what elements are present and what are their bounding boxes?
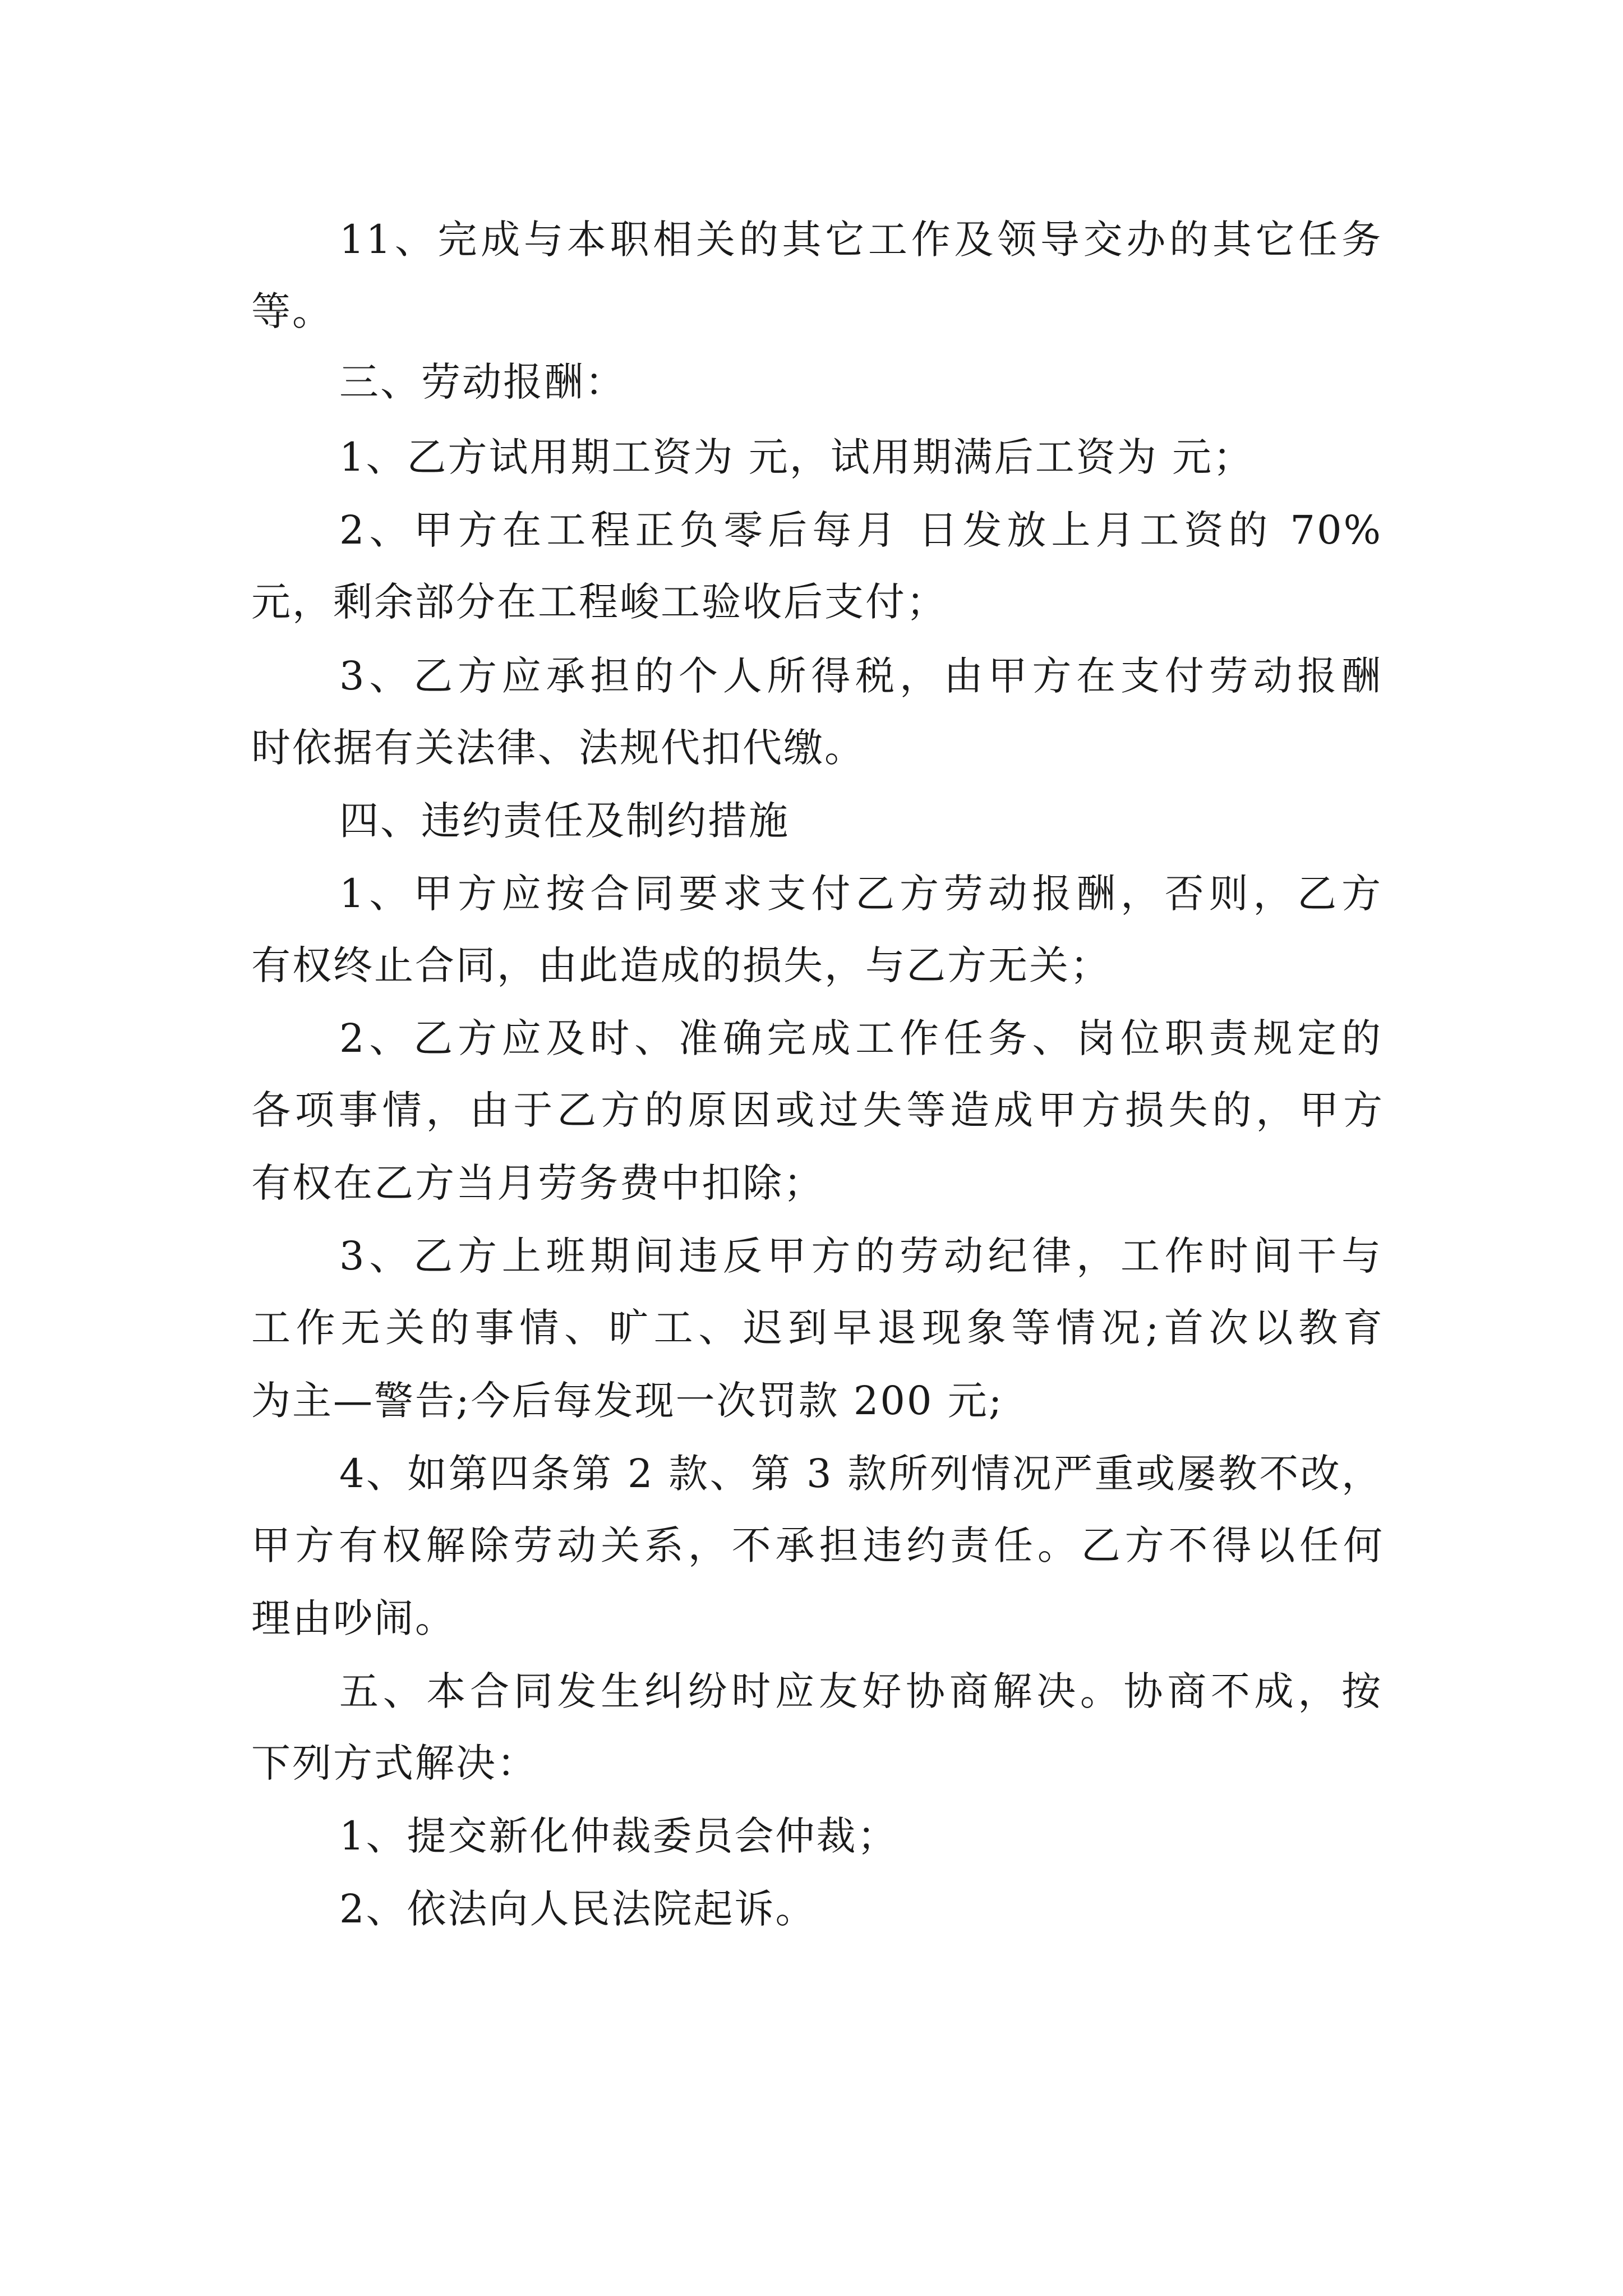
remuneration-clause-1: 1、乙方试用期工资为 元，试用期满后工资为 元； xyxy=(339,434,1255,480)
clause-3-11-line-2: 等。 xyxy=(251,288,333,334)
liability-clause-3-line-2: 工作无关的事情、旷工、迟到早退现象等情况;首次以教育 xyxy=(251,1305,1384,1351)
remuneration-clause-2-line-2: 元，剩余部分在工程峻工验收后支付； xyxy=(251,579,947,625)
remuneration-clause-3-line-1: 3、乙方应承担的个人所得税，由甲方在支付劳动报酬 xyxy=(339,653,1382,699)
liability-clause-2-line-1: 2、乙方应及时、准确完成工作任务、岗位职责规定的 xyxy=(339,1015,1382,1061)
remuneration-clause-2-line-1: 2、甲方在工程正负零后每月 日发放上月工资的 70% xyxy=(339,507,1382,553)
section-heading-liability: 四、违约责任及制约措施 xyxy=(339,798,790,844)
liability-clause-1-line-1: 1、甲方应按合同要求支付乙方劳动报酬，否则，乙方 xyxy=(339,871,1382,917)
liability-clause-4-line-3: 理由吵闹。 xyxy=(251,1595,456,1641)
liability-clause-3-line-1: 3、乙方上班期间违反甲方的劳动纪律，工作时间干与 xyxy=(339,1233,1382,1279)
section-heading-remuneration: 三、劳动报酬： xyxy=(339,359,626,405)
dispute-clause-line-2: 下列方式解决： xyxy=(251,1740,538,1786)
liability-clause-2-line-2: 各项事情，由于乙方的原因或过失等造成甲方损失的，甲方 xyxy=(251,1087,1384,1133)
liability-clause-1-line-2: 有权终止合同，由此造成的损失，与乙方无关； xyxy=(251,942,1111,988)
clause-3-11-line-1: 11、完成与本职相关的其它工作及领导交办的其它任务 xyxy=(339,217,1382,263)
liability-clause-4-line-2: 甲方有权解除劳动关系，不承担违约责任。乙方不得以任何 xyxy=(251,1522,1384,1568)
remuneration-clause-3-line-2: 时依据有关法律、法规代扣代缴。 xyxy=(251,725,865,771)
dispute-clause-line-1: 五、本合同发生纠纷时应友好协商解决。协商不成，按 xyxy=(339,1668,1382,1714)
dispute-option-2: 2、依法向人民法院起诉。 xyxy=(339,1886,817,1932)
liability-clause-2-line-3: 有权在乙方当月劳务费中扣除； xyxy=(251,1160,824,1206)
dispute-option-1: 1、提交新化仲裁委员会仲裁； xyxy=(339,1813,898,1859)
liability-clause-3-line-3: 为主—警告;今后每发现一次罚款 200 元; xyxy=(251,1378,1004,1424)
liability-clause-4-line-1: 4、如第四条第 2 款、第 3 款所列情况严重或屡教不改， xyxy=(339,1451,1382,1497)
